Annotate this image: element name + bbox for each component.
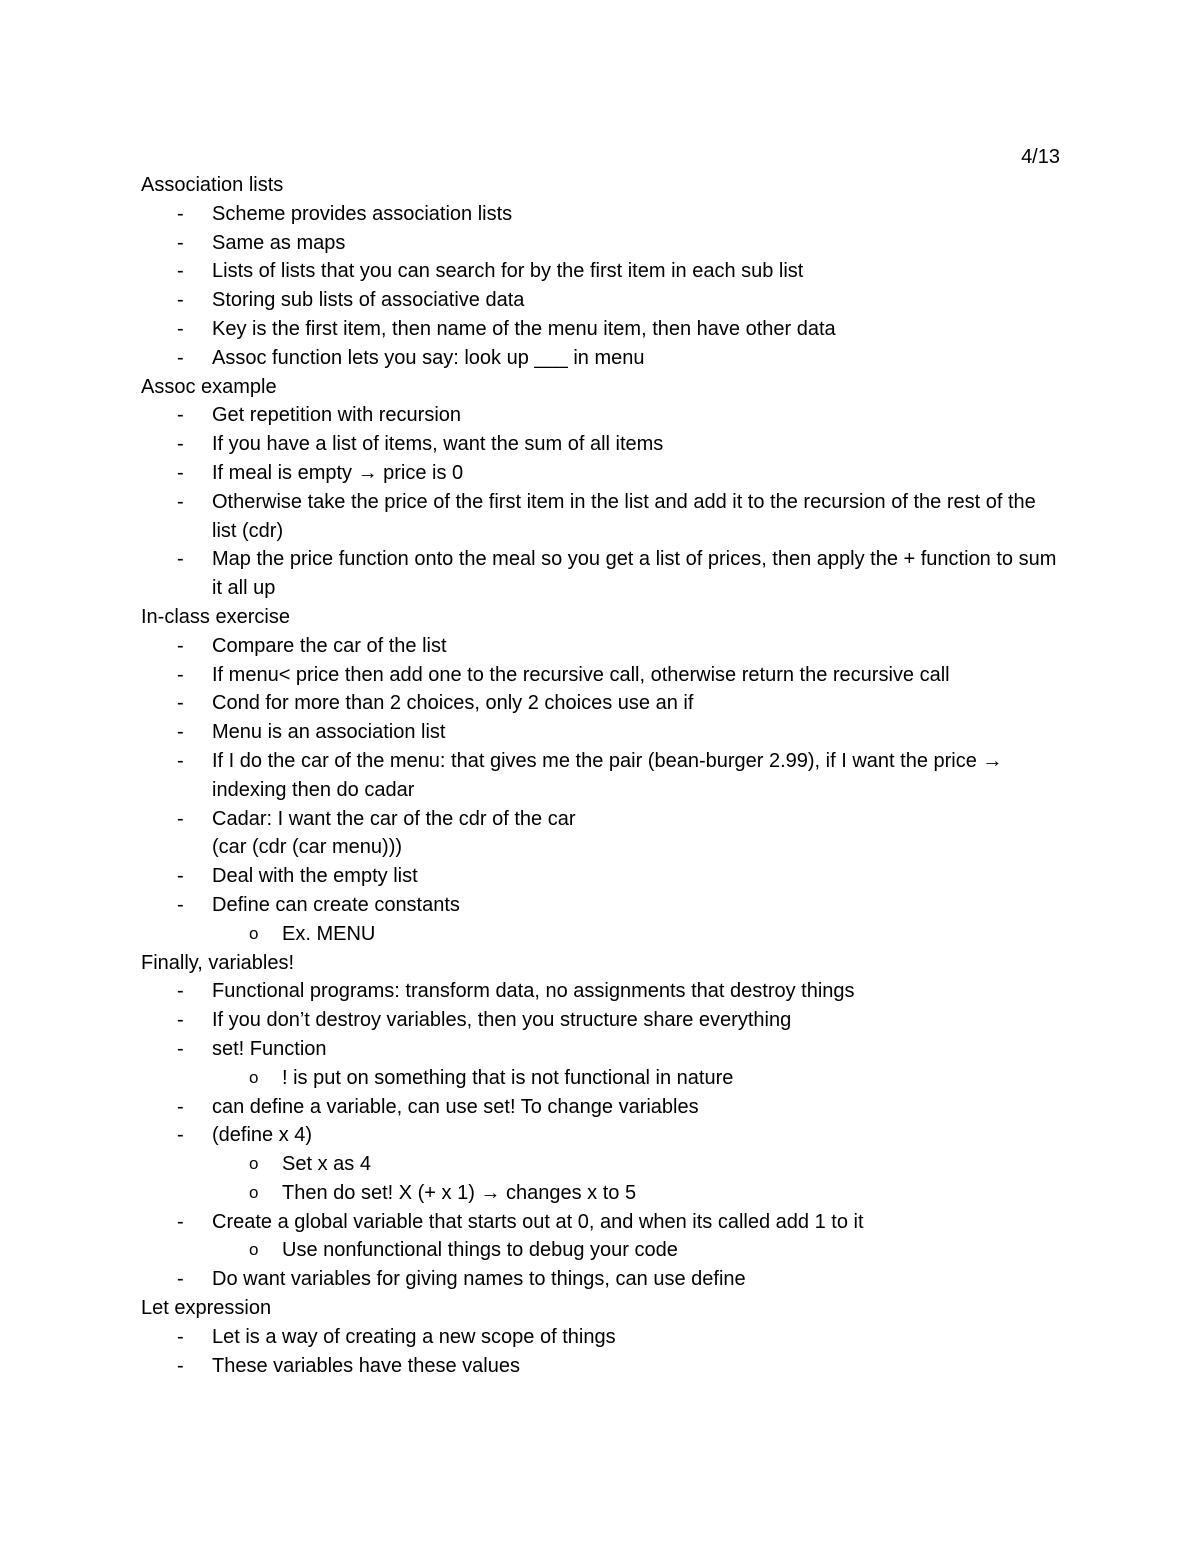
list-item: [141, 545, 1061, 603]
list-item: [141, 1035, 1061, 1093]
list-item: [141, 1352, 1061, 1381]
section-heading: Let expression: [141, 1297, 272, 1320]
sub-bullet-list: [212, 920, 1061, 949]
circle-bullet-icon: o: [249, 1154, 259, 1174]
list-item-text: Define can create constants: [212, 893, 460, 916]
list-item-text: If meal is empty → price is 0: [212, 461, 464, 484]
list-item-text: Map the price function onto the meal so you get a list of prices, then apply the + function to sum it all up: [212, 548, 1057, 600]
list-item: [141, 1121, 1061, 1207]
list-item: [141, 229, 1061, 258]
dash-bullet-icon: -: [177, 548, 184, 571]
list-item: [141, 1323, 1061, 1352]
dash-bullet-icon: -: [177, 634, 184, 657]
dash-bullet-icon: -: [177, 1124, 184, 1147]
list-item-text: These variables have these values: [212, 1354, 520, 1377]
sub-list-item: [141, 1179, 1061, 1208]
list-item-text: Storing sub lists of associative data: [212, 289, 525, 312]
list-item: [141, 891, 1061, 949]
list-item: [141, 747, 1061, 805]
bullet-list: [141, 401, 1061, 603]
list-item-text: Let is a way of creating a new scope of things: [212, 1325, 616, 1348]
dash-bullet-icon: -: [177, 346, 184, 369]
dash-bullet-icon: -: [177, 1210, 184, 1233]
list-item-text: Functional programs: transform data, no assignments that destroy things: [212, 980, 855, 1003]
list-item-text: Scheme provides association lists: [212, 202, 513, 225]
list-item-text: If you have a list of items, want the sum of all items: [212, 433, 664, 456]
circle-bullet-icon: o: [249, 1182, 259, 1202]
list-item-continuation: (car (cdr (car menu))): [212, 836, 403, 859]
list-item: [141, 1208, 1061, 1266]
sub-list-item: [141, 1236, 1061, 1265]
section-heading: Assoc example: [141, 375, 277, 398]
dash-bullet-icon: -: [177, 865, 184, 888]
sub-bullet-list: [212, 1064, 1061, 1093]
dash-bullet-icon: -: [177, 893, 184, 916]
list-item: [141, 200, 1061, 229]
list-item: [141, 401, 1061, 430]
list-item-text: If you don’t destroy variables, then you structure share everything: [212, 1009, 792, 1032]
dash-bullet-icon: -: [177, 260, 184, 283]
list-item-text: Same as maps: [212, 231, 346, 254]
sub-bullet-list: [212, 1150, 1061, 1208]
list-item: [141, 689, 1061, 718]
list-item-text: Key is the first item, then name of the menu item, then have other data: [212, 317, 836, 340]
bullet-list: [141, 200, 1061, 373]
sub-list-item: [141, 1064, 1061, 1093]
dash-bullet-icon: -: [177, 433, 184, 456]
date-label: 4/13: [1021, 146, 1060, 168]
list-item-text: set! Function: [212, 1037, 327, 1060]
sub-list-item-text: Then do set! X (+ x 1) → changes x to 5: [282, 1181, 637, 1204]
dash-bullet-icon: -: [177, 1009, 184, 1032]
section-heading: In-class exercise: [141, 605, 290, 628]
bullet-list: [141, 977, 1061, 1294]
sub-list-item-text: ! is put on something that is not functional in nature: [282, 1066, 734, 1089]
list-item-text: Cond for more than 2 choices, only 2 choices use an if: [212, 692, 694, 715]
sub-list-item: [141, 920, 1061, 949]
circle-bullet-icon: o: [249, 1240, 259, 1260]
dash-bullet-icon: -: [177, 1268, 184, 1291]
list-item-text: Assoc function lets you say: look up ___ in menu: [212, 346, 645, 369]
list-item: [141, 1265, 1061, 1294]
circle-bullet-icon: o: [249, 1067, 259, 1087]
list-item-text: Otherwise take the price of the first item in the list and add it to the recursion of the rest of the list (cdr): [212, 490, 1036, 542]
bullet-list: [141, 632, 1061, 949]
dash-bullet-icon: -: [177, 231, 184, 254]
dash-bullet-icon: -: [177, 461, 184, 484]
list-item-text: Get repetition with recursion: [212, 404, 462, 427]
section-heading: Finally, variables!: [141, 951, 295, 974]
dash-bullet-icon: -: [177, 317, 184, 340]
dash-bullet-icon: -: [177, 807, 184, 830]
list-item-text: can define a variable, can use set! To change variables: [212, 1095, 699, 1118]
dash-bullet-icon: -: [177, 404, 184, 427]
dash-bullet-icon: -: [177, 289, 184, 312]
list-item: [141, 632, 1061, 661]
list-item: [141, 862, 1061, 891]
list-item: [141, 661, 1061, 690]
dash-bullet-icon: -: [177, 202, 184, 225]
list-item: [141, 977, 1061, 1006]
dash-bullet-icon: -: [177, 980, 184, 1003]
list-item: [141, 459, 1061, 488]
list-item: [141, 430, 1061, 459]
list-item-text: If I do the car of the menu: that gives me the pair (bean-burger 2.99), if I want the price → indexing then do cadar: [212, 749, 1003, 801]
list-item: [141, 805, 1061, 863]
sub-bullet-list: [212, 1236, 1061, 1265]
dash-bullet-icon: -: [177, 1037, 184, 1060]
list-item-text: If menu< price then add one to the recursive call, otherwise return the recursive call: [212, 663, 950, 686]
list-item-text: (define x 4): [212, 1124, 313, 1147]
dash-bullet-icon: -: [177, 663, 184, 686]
dash-bullet-icon: -: [177, 1354, 184, 1377]
sub-list-item-text: Set x as 4: [282, 1153, 371, 1176]
list-item: [141, 344, 1061, 373]
list-item: [141, 1093, 1061, 1122]
sub-list-item-text: Ex. MENU: [282, 922, 376, 945]
list-item: [141, 488, 1061, 546]
section-heading: Association lists: [141, 174, 284, 196]
dash-bullet-icon: -: [177, 692, 184, 715]
list-item-text: Menu is an association list: [212, 721, 446, 744]
bullet-list: [141, 1323, 1061, 1381]
circle-bullet-icon: o: [249, 923, 259, 943]
list-item-text: Cadar: I want the car of the cdr of the car: [212, 807, 576, 830]
list-item-text: Do want variables for giving names to things, can use define: [212, 1268, 746, 1291]
dash-bullet-icon: -: [177, 1095, 184, 1118]
dash-bullet-icon: -: [177, 721, 184, 744]
list-item-text: Compare the car of the list: [212, 634, 447, 657]
list-item-text: Deal with the empty list: [212, 865, 418, 888]
list-item: [141, 1006, 1061, 1035]
sub-list-item: [141, 1150, 1061, 1179]
list-item-text: Lists of lists that you can search for by the first item in each sub list: [212, 260, 804, 283]
dash-bullet-icon: -: [177, 749, 184, 772]
list-item: [141, 286, 1061, 315]
list-item: [141, 718, 1061, 747]
list-item-text: Create a global variable that starts out at 0, and when its called add 1 to it: [212, 1210, 864, 1233]
list-item: [141, 315, 1061, 344]
list-item: [141, 257, 1061, 286]
dash-bullet-icon: -: [177, 1325, 184, 1348]
dash-bullet-icon: -: [177, 490, 184, 513]
notes-body: [141, 171, 1061, 1380]
sub-list-item-text: Use nonfunctional things to debug your code: [282, 1239, 678, 1262]
